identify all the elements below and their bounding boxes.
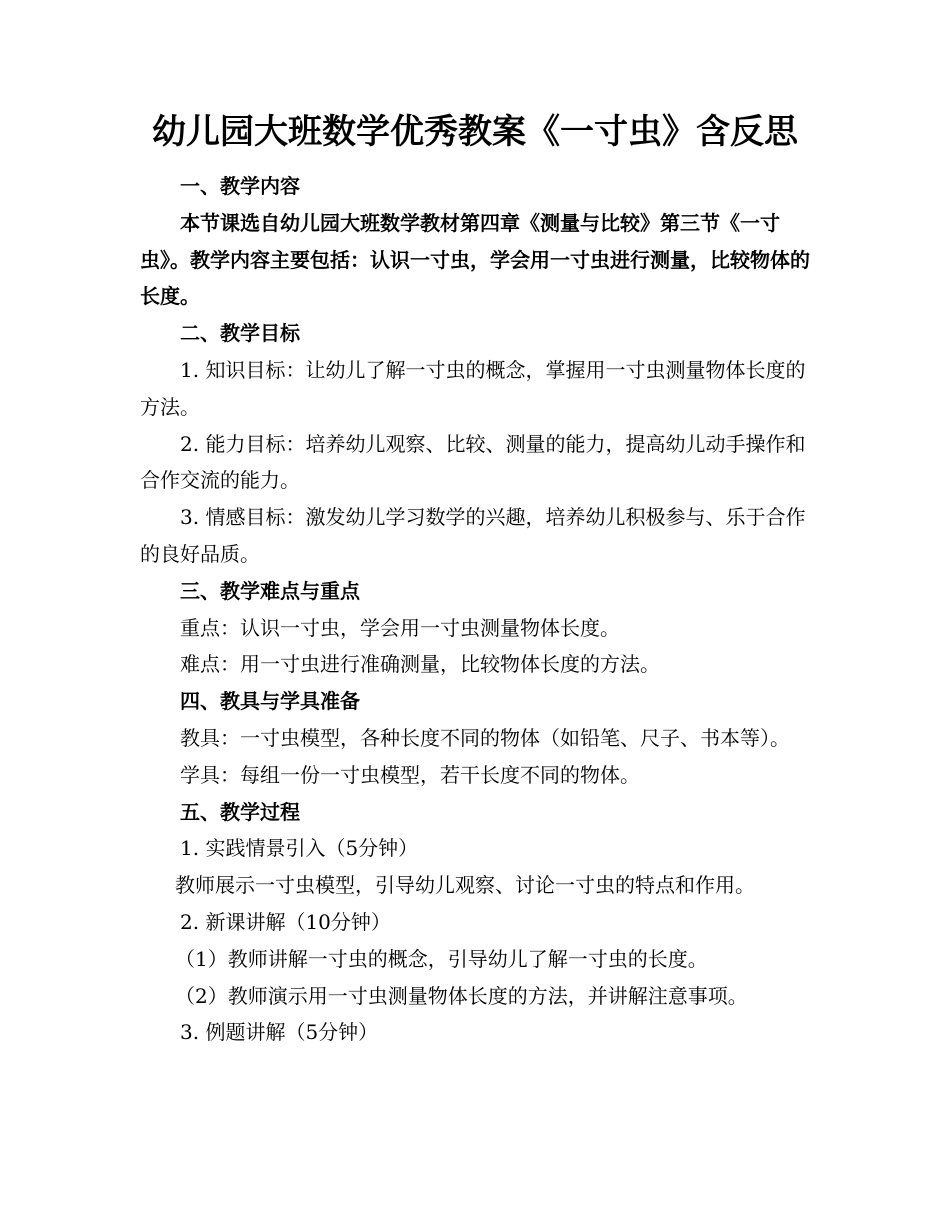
section-heading: 四、教具与学具准备 [180, 689, 360, 714]
body-paragraph: （2）教师演示用一寸虫测量物体长度的方法，并讲解注意事项。 [175, 983, 748, 1008]
body-paragraph: 1. 实践情景引入（5分钟） [180, 836, 419, 861]
document-body [140, 168, 810, 1051]
body-paragraph: 1. 知识目标：让幼儿了解一寸虫的概念，掌握用一寸虫测量物体长度的方法。 [140, 357, 806, 419]
body-paragraph: 2. 能力目标：培养幼儿观察、比较、测量的能力，提高幼儿动手操作和合作交流的能力。 [140, 431, 806, 493]
body-paragraph: 本节课选自幼儿园大班数学教材第四章《测量与比较》第三节《一寸虫》。教学内容主要包括：认识一寸虫，学会用一寸虫进行测量，比较物体的长度。 [140, 210, 810, 309]
document-title: 幼儿园大班数学优秀教案《一寸虫》含反思 [152, 112, 798, 152]
body-paragraph: 3. 例题讲解（5分钟） [180, 1020, 379, 1045]
body-paragraph: 重点：认识一寸虫，学会用一寸虫测量物体长度。 [180, 615, 620, 640]
body-paragraph: 教师展示一寸虫模型，引导幼儿观察、讨论一寸虫的特点和作用。 [175, 873, 755, 898]
section-heading: 一、教学内容 [180, 174, 300, 198]
body-paragraph: 难点：用一寸虫进行准确测量，比较物体长度的方法。 [180, 652, 660, 677]
body-paragraph: 教具：一寸虫模型，各种长度不同的物体（如铅笔、尺子、书本等）。 [180, 725, 790, 750]
section-heading: 三、教学难点与重点 [180, 578, 360, 603]
body-paragraph: 2. 新课讲解（10分钟） [180, 909, 391, 934]
body-paragraph: 3. 情感目标：激发幼儿学习数学的兴趣，培养幼儿积极参与、乐于合作的良好品质。 [140, 505, 806, 566]
body-paragraph: 学具：每组一份一寸虫模型，若干长度不同的物体。 [180, 762, 640, 787]
body-paragraph: （1）教师讲解一寸虫的概念，引导幼儿了解一寸虫的长度。 [175, 946, 708, 971]
section-heading: 二、教学目标 [180, 321, 300, 346]
section-heading: 五、教学过程 [180, 799, 300, 824]
